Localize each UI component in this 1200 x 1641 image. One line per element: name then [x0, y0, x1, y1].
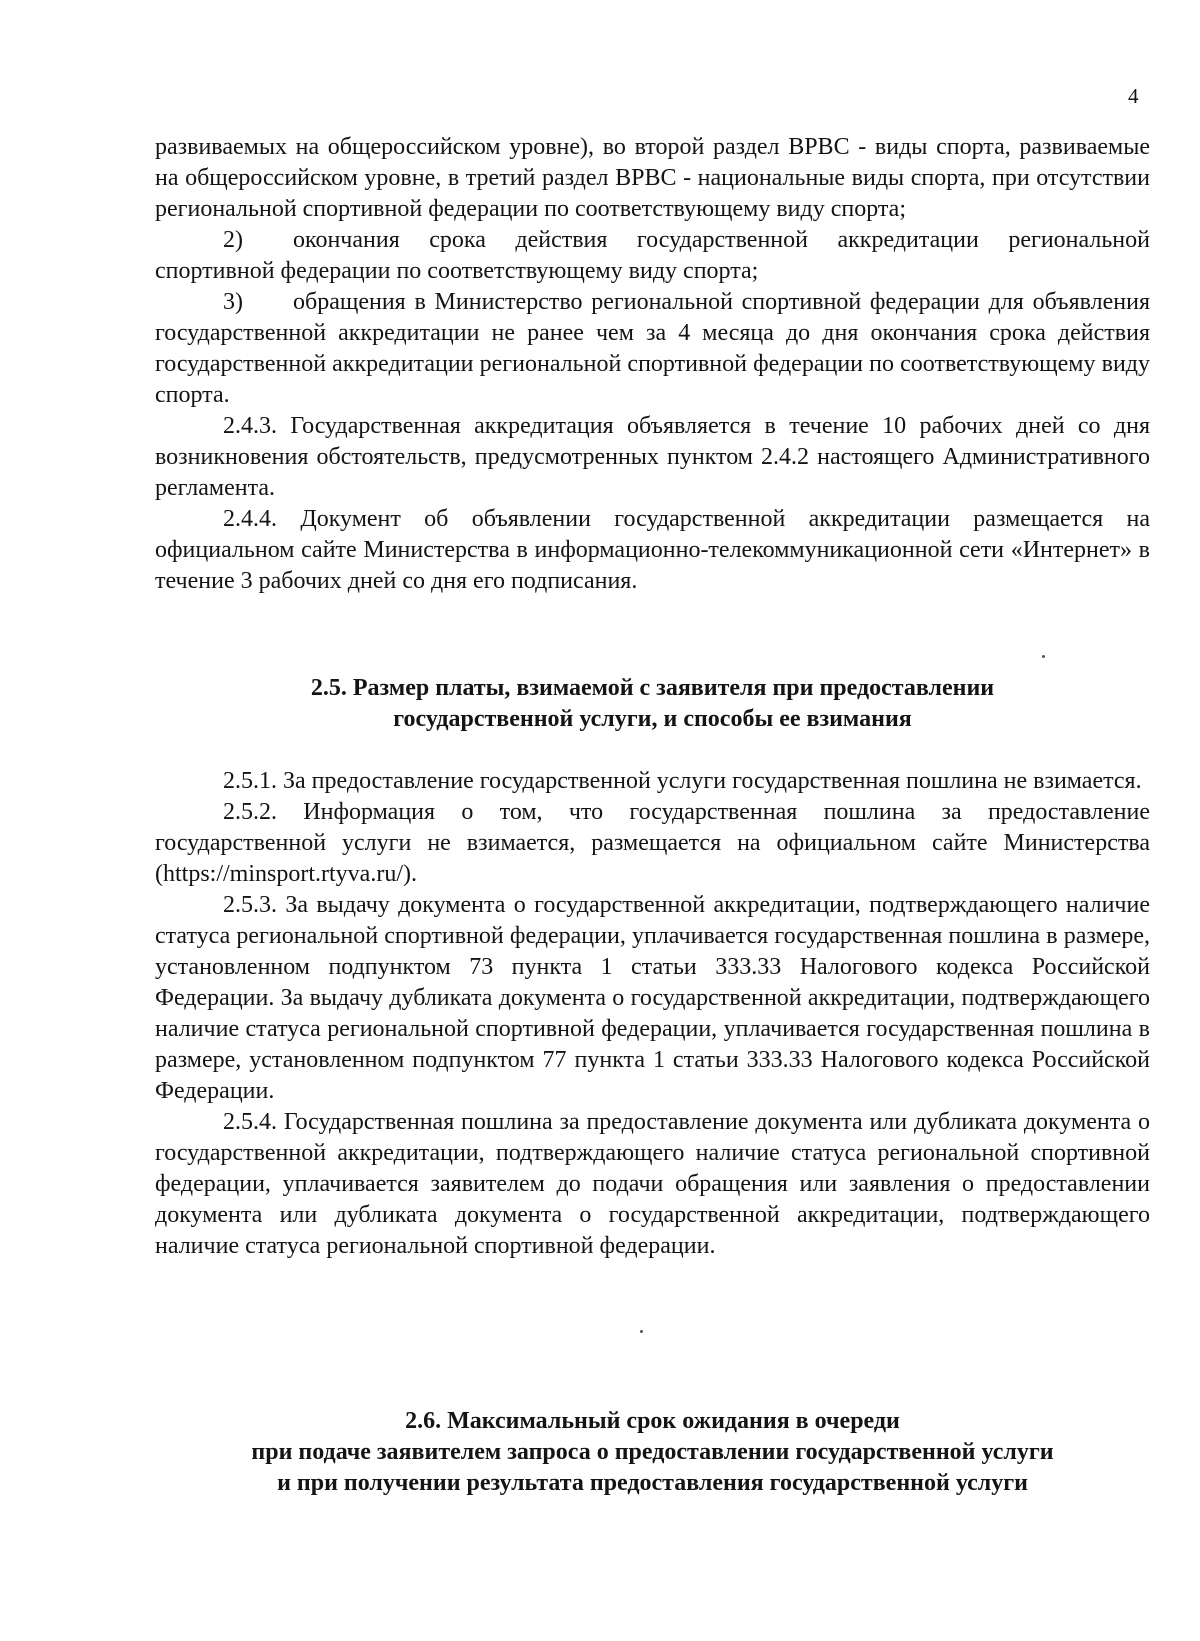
paragraph-2-5-1: 2.5.1. За предоставление государственной услуги государственная пошлина не взимается.: [223, 768, 1142, 794]
paragraph-2-5-4: 2.5.4. Государственная пошлина за предоставление документа или дубликата документа о государственной аккредитации, подтверждающего наличие статуса региональной спортивной федерации, уплачивается заявителем до подачи обращения или заявления о предоставлении документа или дубликата документа о государственной аккредитации, подтверждающего наличие статуса региональной спортивной федерации.: [155, 1109, 1150, 1259]
text-block-2-4: [155, 132, 1150, 597]
heading-line: при подаче заявителем запроса о предоставлении государственной услуги: [251, 1439, 1054, 1465]
text-block-2-5: [155, 766, 1150, 1262]
heading-line: 2.6. Максимальный срок ожидания в очереди: [405, 1408, 900, 1434]
paragraph-2-4-4: 2.4.4. Документ об объявлении государственной аккредитации размещается на официальном сайте Министерства в информационно-телекоммуникационной сети «Интернет» в течение 3 рабочих дней со дня его подписания.: [155, 506, 1150, 594]
list-item-number: 3): [223, 289, 243, 315]
page-number: 4: [1128, 84, 1139, 108]
list-item-text: окончания срока действия государственной аккредитации региональной спортивной федерации по соответствующему виду спорта;: [155, 227, 1150, 284]
scan-speck: [640, 1330, 643, 1333]
heading-line: государственной услуги, и способы ее взимания: [393, 706, 912, 732]
heading-line: 2.5. Размер платы, взимаемой с заявителя при предоставлении: [310, 675, 995, 701]
paragraph-2-5-2: 2.5.2. Информация о том, что государственная пошлина за предоставление государственной услуги не взимается, размещается на официальном сайте Министерства (https://minsport.rtyva.ru/).: [155, 799, 1150, 887]
scan-speck: [1042, 655, 1045, 658]
heading-line: и при получении результата предоставления государственной услуги: [277, 1470, 1028, 1496]
list-item-3: [155, 287, 1150, 411]
paragraph-2-4-3: 2.4.3. Государственная аккредитация объявляется в течение 10 рабочих дней со дня возникновения обстоятельств, предусмотренных пунктом 2.4.2 настоящего Административного регламента.: [155, 413, 1150, 501]
list-item-text: обращения в Министерство региональной спортивной федерации для объявления государственной аккредитации не ранее чем за 4 месяца до дня окончания срока действия государственной аккредитации региональной спортивной федерации по соответствующему виду спорта.: [155, 289, 1150, 408]
section-heading-2-6: [155, 1406, 1150, 1499]
list-item-2: [155, 225, 1150, 287]
paragraph-2-5-3: 2.5.3. За выдачу документа о государственной аккредитации, подтверждающего наличие статуса региональной спортивной федерации, уплачивается государственная пошлина в размере, установленном подпунктом 73 пункта 1 статьи 333.33 Налогового кодекса Российской Федерации. За выдачу дубликата документа о государственной аккредитации, подтверждающего наличие статуса региональной спортивной федерации, уплачивается государственная пошлина в размере, установленном подпунктом 77 пункта 1 статьи 333.33 Налогового кодекса Российской Федерации.: [155, 892, 1150, 1104]
section-heading-2-5: [155, 673, 1150, 735]
paragraph-continuation: развиваемых на общероссийском уровне), во второй раздел ВРВС - виды спорта, развиваемые на общероссийском уровне, в третий раздел ВРВС - национальные виды спорта, при отсутствии региональной спортивной федерации по соответствующему виду спорта;: [155, 134, 1150, 222]
list-item-number: 2): [223, 227, 243, 253]
